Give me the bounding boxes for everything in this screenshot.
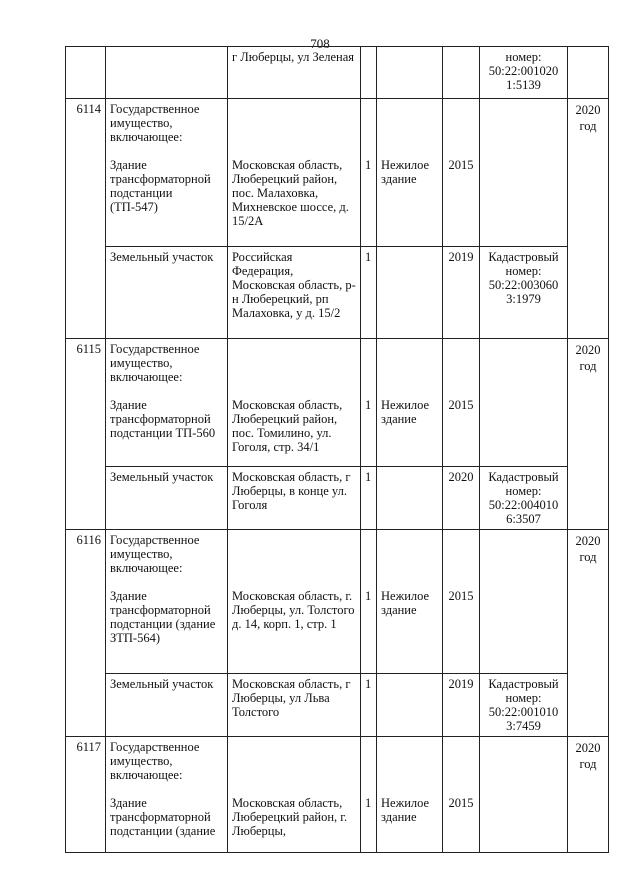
page-number: 708: [310, 36, 330, 51]
item-address: Московская область, Люберецкий район, пос. Малаховка, Михневское шоссе, д. 15/2А: [228, 155, 361, 247]
item-year: 2019: [443, 674, 480, 737]
group-kind-blank: [377, 530, 443, 586]
item-qty: 1: [361, 247, 377, 339]
group-address-blank: [228, 530, 361, 586]
group-title: Государственное имущество, включающее:: [106, 99, 228, 155]
cell-year: [443, 47, 480, 99]
item-cadastral: Кадастровый номер: 50:22:003060 3:1979: [480, 247, 568, 339]
group-year-blank: [443, 339, 480, 395]
group-qty-blank: [361, 99, 377, 155]
item-name: Земельный участок: [106, 674, 228, 737]
group-address-blank: [228, 339, 361, 395]
item-name: Здание трансформаторной подстанции ТП-560: [106, 395, 228, 467]
group-year-included: 2020 год: [568, 99, 609, 339]
item-kind: Нежилое здание: [377, 586, 443, 674]
group-address-blank: [228, 737, 361, 793]
group-qty-blank: [361, 339, 377, 395]
item-cadastral: Кадастровый номер: 50:22:004010 6:3507: [480, 467, 568, 530]
item-cadastral: Кадастровый номер: 50:22:001010 3:7459: [480, 674, 568, 737]
group-header-row: [66, 530, 609, 586]
item-address: Московская область, г Люберцы, в конце ул. Гоголя: [228, 467, 361, 530]
group-number: 6115: [66, 339, 106, 530]
item-cadastral: [480, 155, 568, 247]
item-qty: 1: [361, 674, 377, 737]
cell-year-included: [568, 47, 609, 99]
group-year-included: 2020 год: [568, 339, 609, 530]
item-name: Здание трансформаторной подстанции (ТП-547): [106, 155, 228, 247]
item-row: [66, 467, 609, 530]
item-address: Московская область, Люберецкий район, г. Люберцы,: [228, 793, 361, 853]
item-qty: 1: [361, 395, 377, 467]
item-name: Здание трансформаторной подстанции (здание ЗТП-564): [106, 586, 228, 674]
item-qty: 1: [361, 467, 377, 530]
item-kind: [377, 674, 443, 737]
group-title: Государственное имущество, включающее:: [106, 339, 228, 395]
item-kind: [377, 247, 443, 339]
item-name: Земельный участок: [106, 467, 228, 530]
item-cadastral: [480, 793, 568, 853]
item-year: 2015: [443, 586, 480, 674]
item-address: Московская область, г. Люберцы, ул. Толстого д. 14, корп. 1, стр. 1: [228, 586, 361, 674]
item-year: 2019: [443, 247, 480, 339]
item-row: [66, 395, 609, 467]
group-number: 6117: [66, 737, 106, 853]
item-kind: [377, 467, 443, 530]
item-name: Здание трансформаторной подстанции (здание: [106, 793, 228, 853]
property-register-table: [65, 46, 609, 853]
item-cadastral: [480, 586, 568, 674]
item-year: 2015: [443, 793, 480, 853]
group-cadastral-blank: [480, 99, 568, 155]
continued-row: [66, 47, 609, 99]
item-row: [66, 793, 609, 853]
group-kind-blank: [377, 339, 443, 395]
group-number: 6114: [66, 99, 106, 339]
group-kind-blank: [377, 99, 443, 155]
item-cadastral: [480, 395, 568, 467]
group-year-included: 2020 год: [568, 530, 609, 737]
group-qty-blank: [361, 737, 377, 793]
cell-kind: [377, 47, 443, 99]
group-year-included: 2020 год: [568, 737, 609, 853]
cell-address: г Люберцы, ул Зеленая: [228, 47, 361, 99]
item-address: Московская область, Люберецкий район, пос. Томилино, ул. Гоголя, стр. 34/1: [228, 395, 361, 467]
item-row: [66, 586, 609, 674]
group-address-blank: [228, 99, 361, 155]
cell-cadastral: номер: 50:22:001020 1:5139: [480, 47, 568, 99]
group-header-row: [66, 339, 609, 395]
cell-name: [106, 47, 228, 99]
item-address: Российская Федерация, Московская область, р-н Люберецкий, рп Малаховка, у д. 15/2: [228, 247, 361, 339]
item-year: 2015: [443, 395, 480, 467]
item-name: Земельный участок: [106, 247, 228, 339]
group-number: 6116: [66, 530, 106, 737]
group-header-row: [66, 99, 609, 155]
group-header-row: [66, 737, 609, 793]
item-year: 2015: [443, 155, 480, 247]
item-row: [66, 155, 609, 247]
item-qty: 1: [361, 155, 377, 247]
group-qty-blank: [361, 530, 377, 586]
group-cadastral-blank: [480, 530, 568, 586]
item-row: [66, 247, 609, 339]
group-cadastral-blank: [480, 339, 568, 395]
cell-number: [66, 47, 106, 99]
item-kind: Нежилое здание: [377, 793, 443, 853]
group-title: Государственное имущество, включающее:: [106, 737, 228, 793]
item-year: 2020: [443, 467, 480, 530]
item-row: [66, 674, 609, 737]
item-kind: Нежилое здание: [377, 395, 443, 467]
group-title: Государственное имущество, включающее:: [106, 530, 228, 586]
item-address: Московская область, г Люберцы, ул Льва Толстого: [228, 674, 361, 737]
item-qty: 1: [361, 586, 377, 674]
group-year-blank: [443, 530, 480, 586]
group-year-blank: [443, 737, 480, 793]
group-kind-blank: [377, 737, 443, 793]
item-qty: 1: [361, 793, 377, 853]
cell-qty: [361, 47, 377, 99]
group-cadastral-blank: [480, 737, 568, 793]
item-kind: Нежилое здание: [377, 155, 443, 247]
group-year-blank: [443, 99, 480, 155]
